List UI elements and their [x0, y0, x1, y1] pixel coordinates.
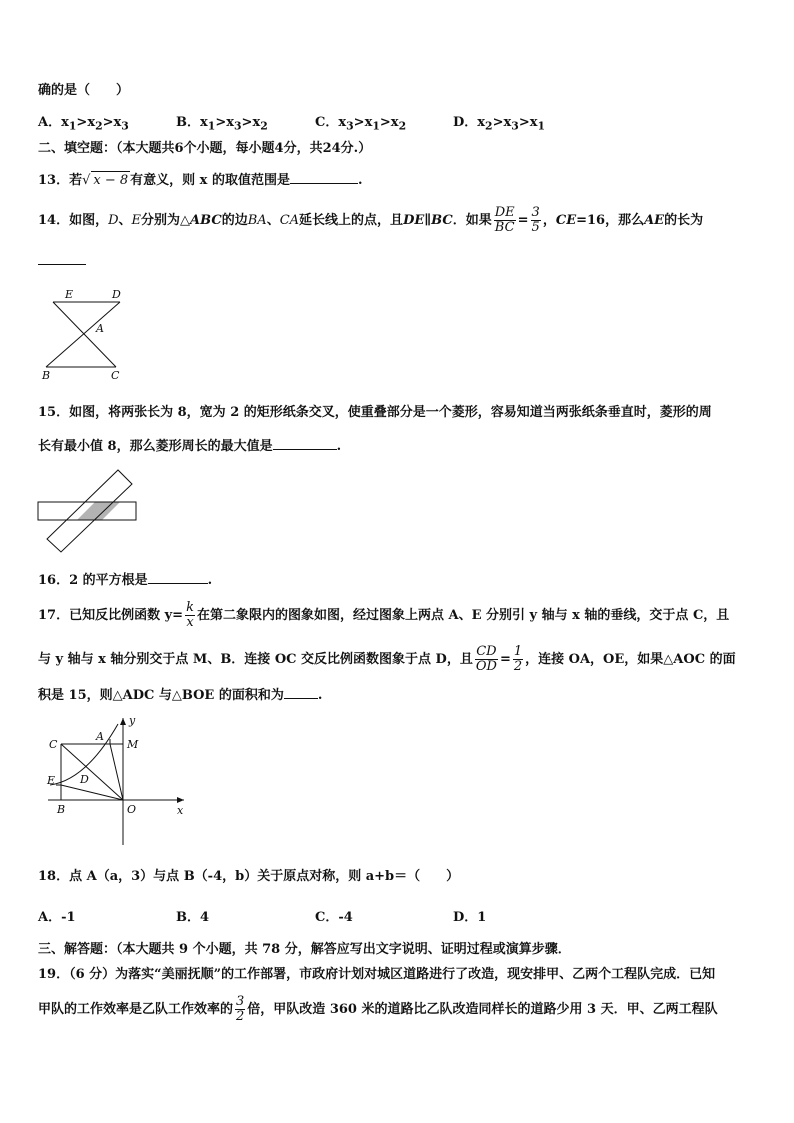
answer-blank-17[interactable] — [284, 686, 318, 699]
question-15-line-1: 15．如图，将两张长为 8，宽为 2 的矩形纸条交叉，使重叠部分是一个菱形，容易知道当两张纸条垂直时，菱形的周 — [38, 405, 712, 420]
rhombus-overlap — [77, 502, 120, 520]
option-18-b: B．4 — [176, 910, 210, 925]
option-12-d: D．$x_2>x_3>x_1$ — [453, 115, 546, 133]
label-a: A — [96, 730, 104, 743]
fraction-cd-od: $\frac{CD}{OD}$ — [475, 644, 497, 674]
fraction-de-bc: $\frac{DE}{BC}$ — [494, 205, 515, 235]
option-12-c: C．$x_3>x_1>x_2$ — [315, 115, 407, 133]
question-17-line-3: 积是 15，则△ADC 与△BOE 的面积和为 . — [38, 688, 323, 703]
fraction-k-x: $\frac{k}{x}$ — [186, 600, 194, 630]
answer-blank-14[interactable] — [38, 252, 86, 265]
label-o: O — [127, 803, 137, 816]
option-18-c: C．-4 — [315, 910, 353, 925]
label-c: C — [49, 738, 58, 751]
label-e: E — [65, 288, 74, 301]
label-a: A — [96, 322, 104, 335]
label-c: C — [111, 369, 120, 382]
question-17-line-2: 与 y 轴与 x 轴分别交于点 M、B．连接 OC 交反比例函数图象于点 D，且 $\frac{CD}{OD}$ = $\frac{1}{2}$ ，连接 OA，OE，如果△AOC 的面 — [38, 644, 736, 674]
question-16: 16．2 的平方根是 . — [38, 573, 213, 588]
option-18-d: D．1 — [453, 910, 487, 925]
label-y: y — [129, 714, 136, 727]
figure-14-triangles — [36, 284, 136, 384]
figure-17-hyperbola — [36, 710, 196, 850]
question-19-line-1: 19．（6 分）为落实“美丽抚顺”的工作部署，市政府计划对城区道路进行了改造，现安排甲、乙两个工程队完成．已知 — [38, 967, 716, 982]
section-3-heading: 三、解答题：（本大题共 9 个小题，共 78 分，解答应写出文字说明、证明过程或演算步骤． — [38, 942, 571, 957]
question-17-line-1: 17．已知反比例函数 y= $\frac{k}{x}$ 在第二象限内的图象如图，经过图象上两点 A、E 分别引 y 轴与 x 轴的垂线，交于点 C，且 — [38, 600, 730, 630]
fraction-3-5: $\frac{3}{5}$ — [531, 205, 540, 235]
label-b: B — [57, 803, 66, 816]
fraction-1-2: $\frac{1}{2}$ — [513, 644, 523, 674]
option-18-a: A．-1 — [38, 910, 76, 925]
section-2-heading: 二、填空题：（本大题共6个小题，每小题4分，共24分.） — [38, 141, 372, 156]
label-m: M — [127, 738, 139, 751]
label-d: D — [80, 773, 89, 786]
figure-15-strips — [36, 466, 140, 556]
fraction-3-2: $\frac{3}{2}$ — [236, 994, 245, 1024]
label-e: E — [47, 774, 56, 787]
option-12-b: B．$x_1>x_3>x_2$ — [176, 115, 268, 133]
question-14: 14．如图，D、E分别为△ABC的边BA、CA延长线上的点，且DE∥BC．如果 $\frac{DE}{BC}$ = $\frac{3}{5}$ ，CE=16，那么AE的长为 — [38, 205, 704, 235]
question-19-line-2: 甲队的工作效率是乙队工作效率的 $\frac{3}{2}$ 倍，甲队改造 360 米的道路比乙队改造同样长的道路少用 3 天．甲、乙两工程队 — [38, 994, 718, 1024]
question-15-line-2: 长有最小值 8，那么菱形周长的最大值是 . — [38, 439, 342, 454]
label-b: B — [42, 369, 51, 382]
label-d: D — [112, 288, 121, 301]
option-12-a: A．$x_1>x_2>x_3$ — [38, 115, 129, 133]
question-13: 13．若√ x − 8 有意义，则 x 的取值范围是 . — [38, 173, 363, 188]
question-12-tail: 确的是（ ） — [38, 83, 130, 98]
question-18: 18．点 A（a，3）与点 B（-4，b）关于原点对称，则 a+b＝（ ） — [38, 869, 460, 884]
label-x: x — [177, 804, 184, 817]
answer-blank-15[interactable] — [273, 437, 337, 450]
answer-blank-13[interactable] — [290, 171, 358, 184]
answer-blank-16[interactable] — [148, 571, 208, 584]
